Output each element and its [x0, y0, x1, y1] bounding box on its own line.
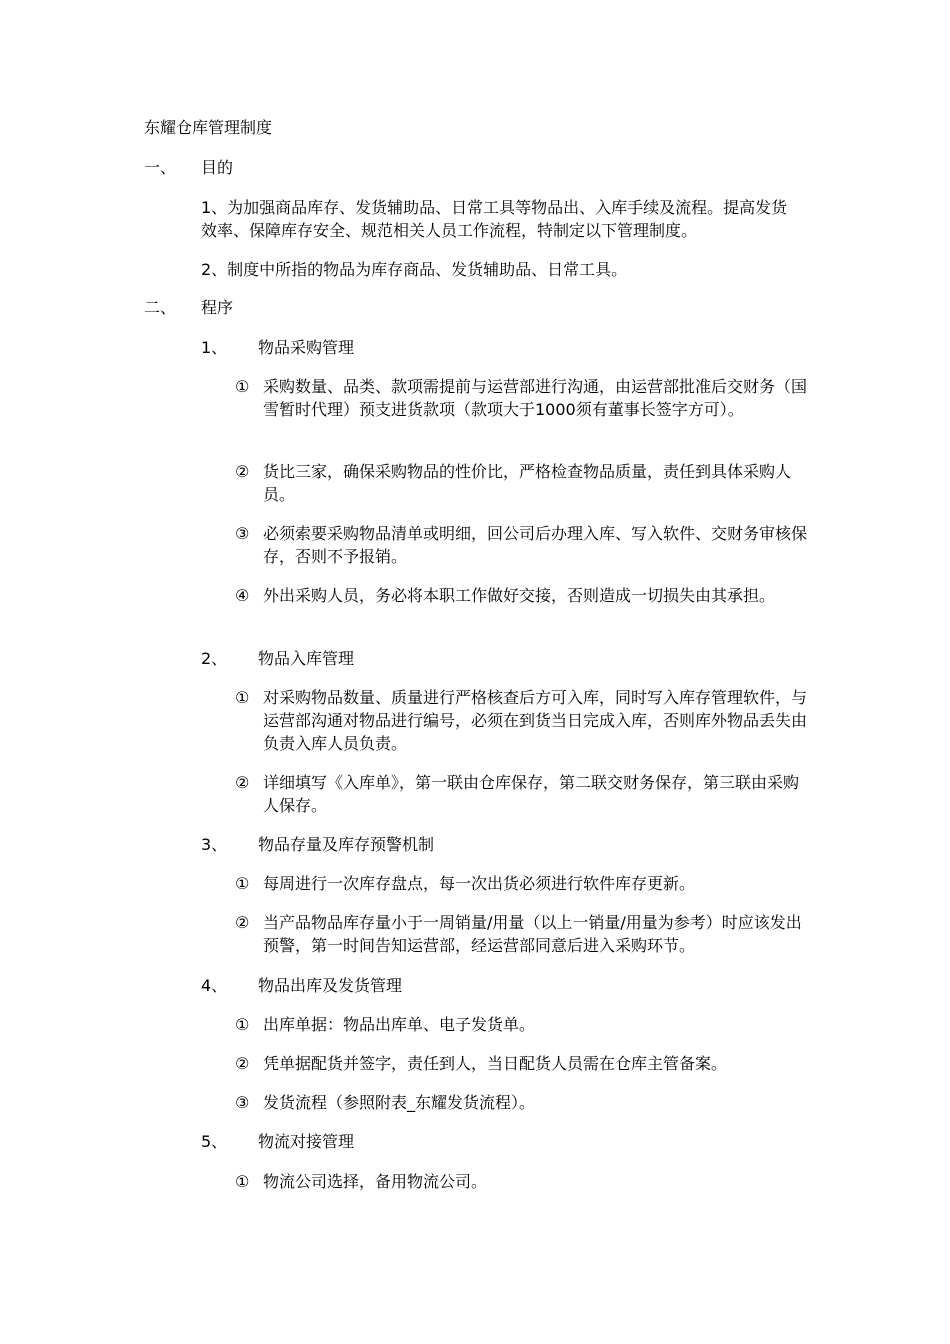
list-marker: ①: [235, 1015, 250, 1034]
subsection-title: 物品出库及发货管理: [258, 976, 403, 995]
list-item-text: 当产品物品库存量小于一周销量/用量（以上一销量/用量为参考）时应该发出预警，第一时间告知运营部，经运营部同意后进入采购环节。: [263, 913, 802, 955]
list-item-text: 采购数量、品类、款项需提前与运营部进行沟通，由运营部批准后交财务（国雪暂时代理）预支进货款项（款项大于1000须有董事长签字方可）。: [263, 377, 808, 419]
list-marker: ④: [235, 586, 250, 605]
subsection-title: 物品入库管理: [258, 649, 355, 668]
list-marker: ③: [235, 524, 250, 543]
subsection-number: 4、: [201, 976, 228, 995]
list-marker: ①: [235, 377, 250, 396]
list-marker: ②: [235, 1054, 250, 1073]
list-marker: ②: [235, 773, 250, 792]
list-marker: ②: [235, 913, 250, 932]
list-item-text: 物流公司选择，备用物流公司。: [263, 1172, 488, 1191]
list-marker: ①: [235, 1172, 250, 1191]
paragraph: 2、制度中所指的物品为库存商品、发货辅助品、日常工具。: [201, 260, 628, 279]
list-item-text: 出库单据：物品出库单、电子发货单。: [263, 1015, 536, 1034]
list-item-text: 详细填写《入库单》，第一联由仓库保存，第二联交财务保存，第三联由采购人保存。: [263, 773, 800, 815]
paragraph: 1、为加强商品库存、发货辅助品、日常工具等物品出、入库手续及流程。提高发货效率、保障库存安全、规范相关人员工作流程，特制定以下管理制度。: [201, 198, 788, 240]
subsection-number: 5、: [201, 1132, 228, 1151]
list-item-text: 外出采购人员，务必将本职工作做好交接，否则造成一切损失由其承担。: [263, 586, 776, 605]
subsection-title: 物品存量及库存预警机制: [258, 835, 435, 854]
section-title: 程序: [201, 298, 234, 317]
list-item-text: 对采购物品数量、质量进行严格核查后方可入库，同时写入库存管理软件，与运营部沟通对物品进行编号，必须在到货当日完成入库，否则库外物品丢失由负责入库人员负责。: [263, 688, 808, 753]
list-item-text: 发货流程（参照附表_东耀发货流程）。: [263, 1093, 536, 1112]
section-number: 一、: [144, 158, 177, 177]
document-title: 东耀仓库管理制度: [144, 118, 273, 137]
subsection-title: 物流对接管理: [258, 1132, 355, 1151]
list-marker: ②: [235, 462, 250, 481]
list-marker: ①: [235, 874, 250, 893]
section-number: 二、: [144, 298, 177, 317]
subsection-number: 3、: [201, 835, 228, 854]
list-item-text: 货比三家，确保采购物品的性价比，严格检查物品质量，责任到具体采购人员。: [263, 462, 792, 504]
list-marker: ①: [235, 688, 250, 707]
list-item-text: 必须索要采购物品清单或明细，回公司后办理入库、写入软件、交财务审核保存，否则不予报销。: [263, 524, 808, 566]
subsection-number: 2、: [201, 649, 228, 668]
list-item-text: 每周进行一次库存盘点，每一次出货必须进行软件库存更新。: [263, 874, 696, 893]
subsection-title: 物品采购管理: [258, 338, 355, 357]
list-marker: ③: [235, 1093, 250, 1112]
section-title: 目的: [201, 158, 234, 177]
subsection-number: 1、: [201, 338, 228, 357]
list-item-text: 凭单据配货并签字，责任到人，当日配货人员需在仓库主管备案。: [263, 1054, 728, 1073]
